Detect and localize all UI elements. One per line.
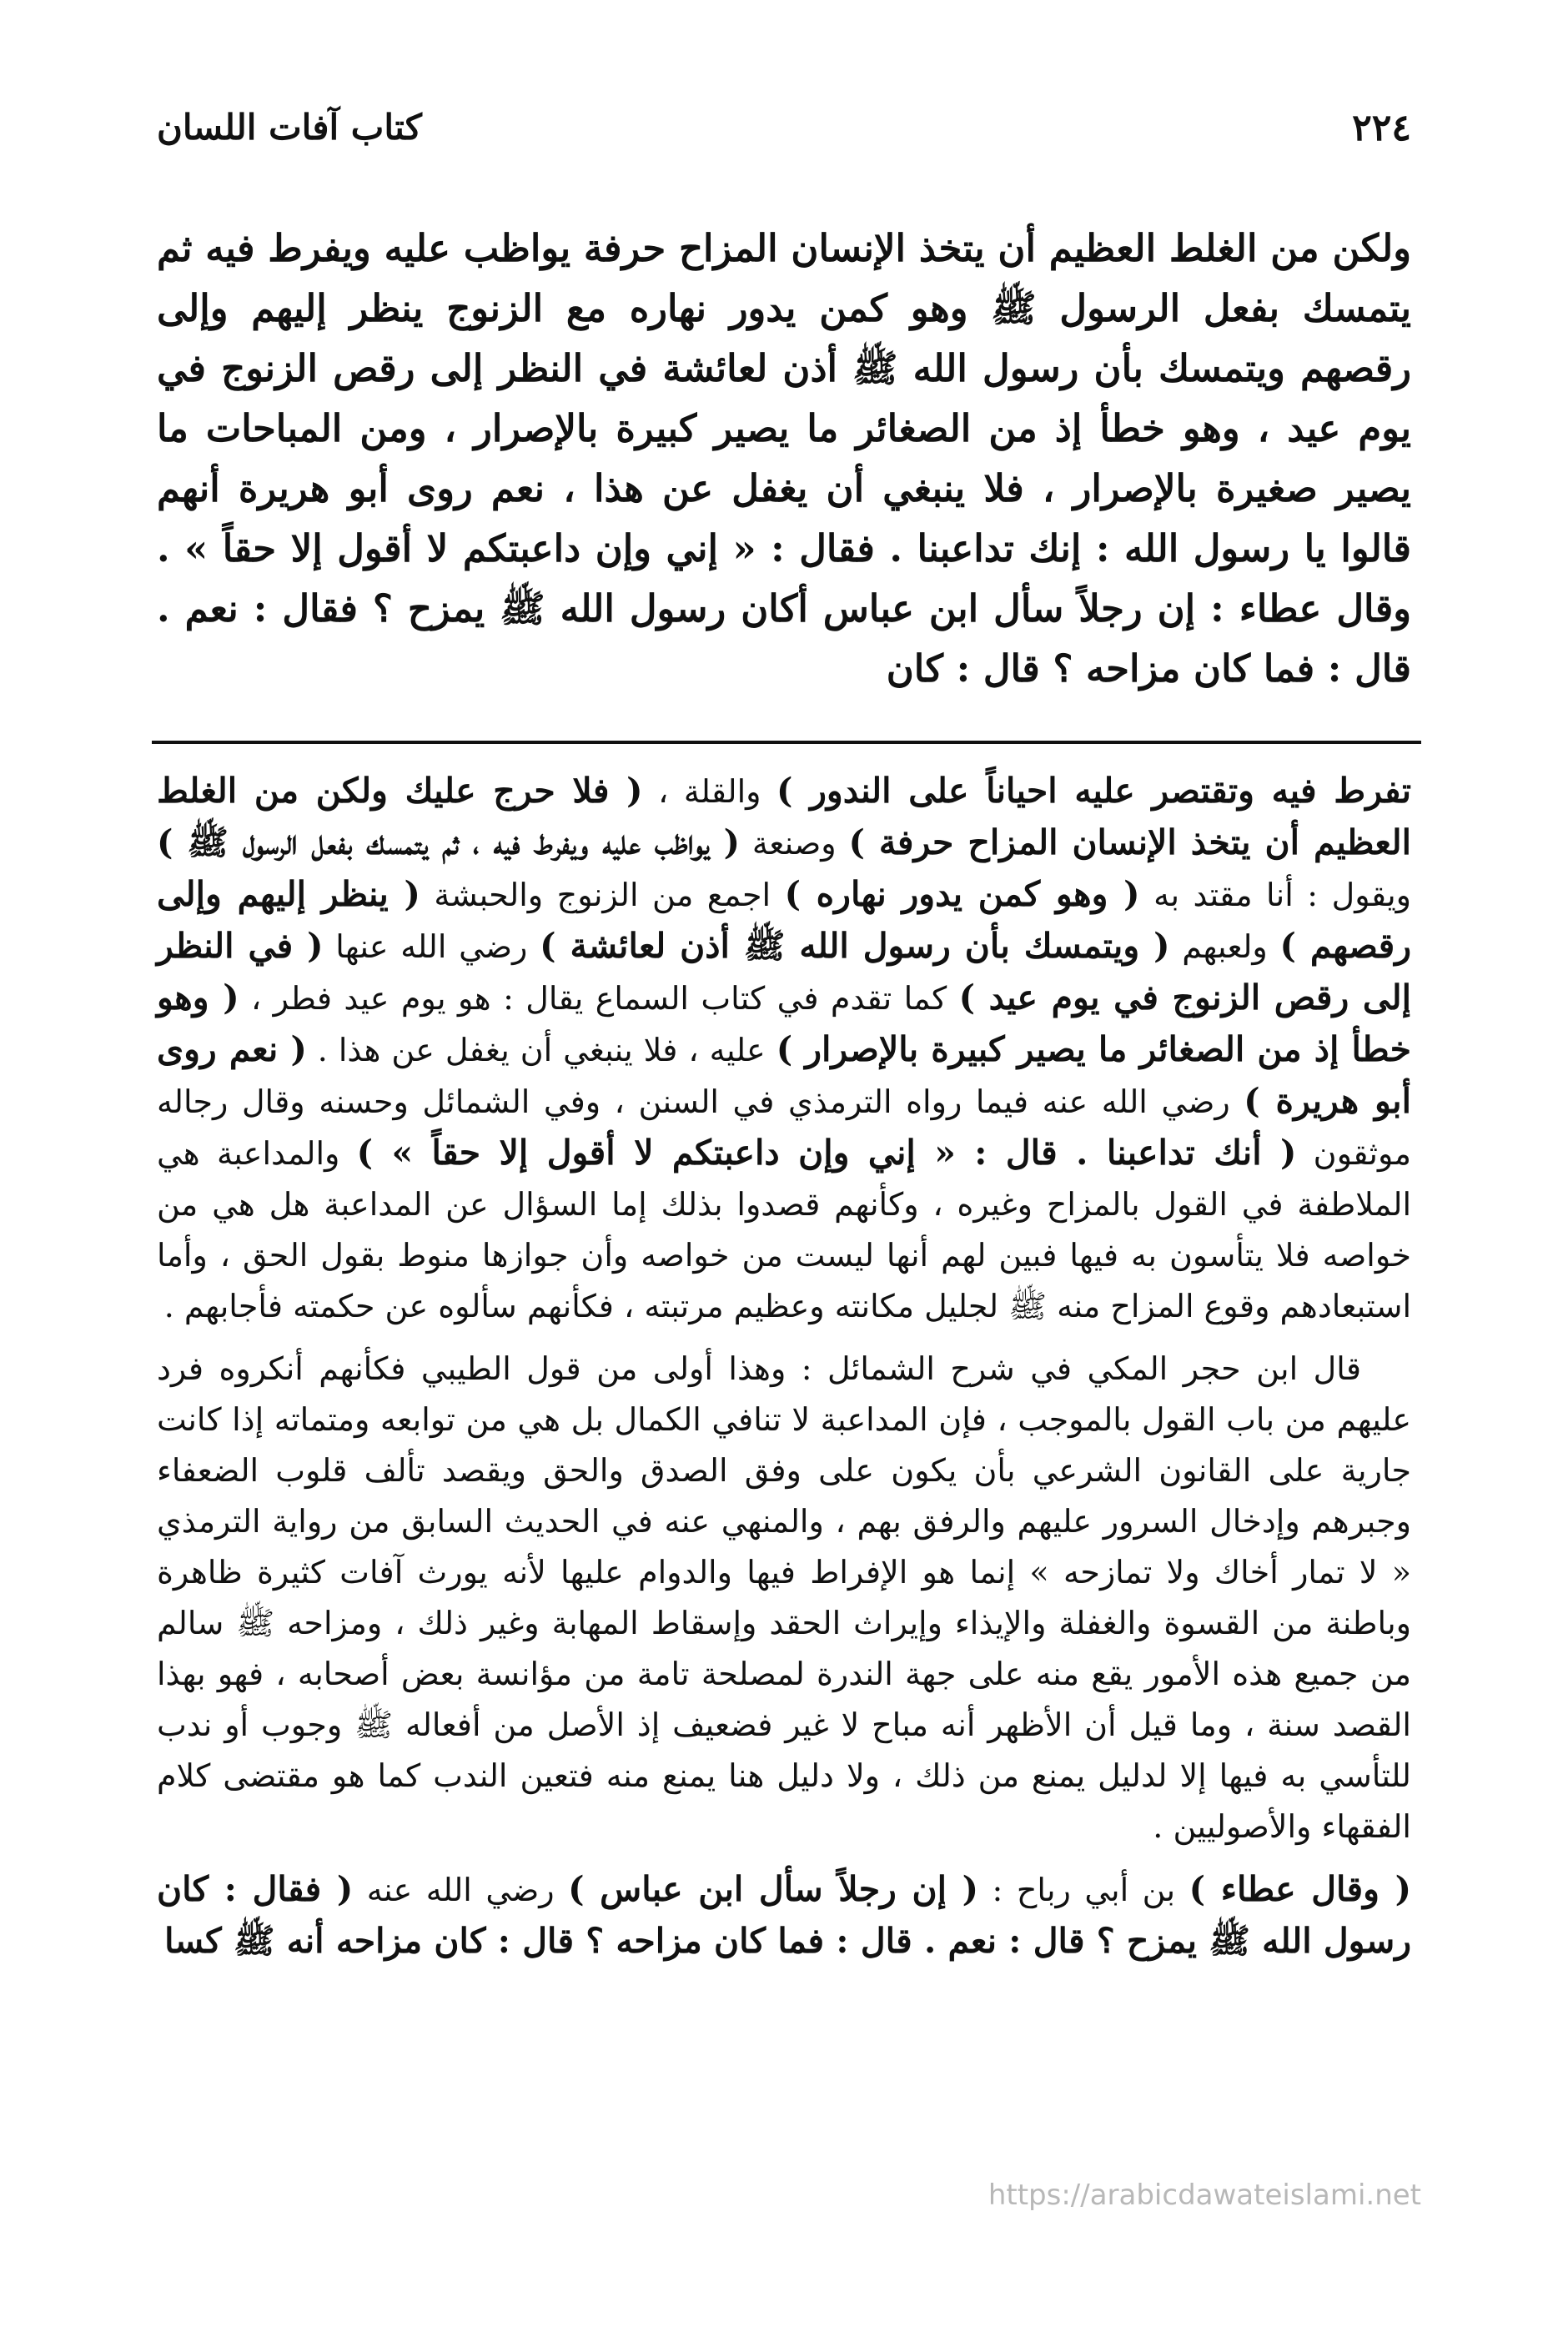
quoted-text-segment: ( وهو كمن يدور نهاره ): [784, 874, 1140, 914]
page-header: [157, 107, 1411, 173]
quoted-text-segment: ( يواظب عليه ويفرط فيه ، ثم يتمسك بفعل الرسول ﷺ ): [157, 822, 741, 862]
commentary-block: [157, 766, 1411, 1979]
commentary-text-segment: والقلة ،: [642, 773, 777, 810]
main-text-paragraph: ولكن من الغلط العظيم أن يتخذ الإنسان المزاح حرفة يواظب عليه ويفرط فيه ثم يتمسك بفعل الرسول ﷺ وهو كمن يدور نهاره مع الزنوج ينظر إليهم وإلى رقصهم ويتمسك بأن رسول الله ﷺ أذن لعائشة في النظر إلى رقص الزنوج في يوم عيد ، وهو خطأ إذ من الصغائر ما يصير كبيرة بالإصرار ، ومن المباحات ما يصير صغيرة بالإصرار ، فلا ينبغي أن يغفل عن هذا ، نعم روى أبو هريرة أنهم قالوا يا رسول الله : إنك تداعبنا . فقال : « إني وإن داعبتكم لا أقول إلا حقاً » . وقال عطاء : إن رجلاً سأل ابن عباس أكان رسول الله ﷺ يمزح ؟ فقال : نعم . قال : فما كان مزاحه ؟ قال : كان: [157, 226, 1411, 691]
quoted-text-segment: تفرط فيه وتقتصر عليه احياناً على الندور ): [776, 771, 1411, 811]
commentary-text-segment: رضي الله عنها: [323, 928, 540, 965]
quoted-text-segment: ( فقال : كان رسول الله ﷺ يمزح ؟ قال : نعم . قال : فما كان مزاحه ؟ قال : كان مزاحه أنه ﷺ كسا: [157, 1869, 1411, 1961]
commentary-text-segment: ولعبهم: [1169, 928, 1280, 965]
quoted-text-segment: ( ويتمسك بأن رسول الله ﷺ أذن لعائشة ): [540, 926, 1170, 966]
commentary-paragraph-3: [157, 1864, 1411, 1968]
quoted-text-segment: ( نعم روى أبو هريرة ): [157, 1029, 1411, 1121]
commentary-text-segment: ويقول : أنا مقتد به: [1139, 877, 1411, 913]
page-number: ٢٢٤: [1352, 107, 1411, 149]
commentary-paragraph-2: قال ابن حجر المكي في شرح الشمائل : وهذا أولى من قول الطيبي فكأنهم أنكروه فرد عليهم من باب القول بالموجب ، فإن المداعبة لا تنافي الكمال بل هي من توابعه ومتماته إذا كانت جارية على القانون الشرعي بأن يكون على وفق الصدق والحق ويقصد تألف قلوب الضعفاء وجبرهم وإدخال السرور عليهم والرفق بهم ، والمنهي عنه في الحديث السابق من رواية الترمذي « لا تمار أخاك ولا تمازحه » إنما هو الإفراط فيها والدوام عليها لأنه يورث آفات كثيرة ظاهرة وباطنة من القسوة والغفلة والإيذاء وإيراث الحقد وإسقاط المهابة وغير ذلك ، ومزاحه ﷺ سالم من جميع هذه الأمور يقع منه على جهة الندرة لمصلحة تامة من مؤانسة بعض أصحابه ، فهو بهذا القصد سنة ، وما قيل أن الأظهر أنه مباح لا غير فضعيف إذ الأصل من أفعاله ﷺ وجوب أو ندب للتأسي به فيها إلا لدليل يمنع من ذلك ، ولا دليل هنا يمنع منه فتعين الندب كما هو مقتضى كلام الفقهاء والأصوليين .: [157, 1350, 1411, 1845]
commentary-text-segment: عليه ، فلا ينبغي أن يغفل عن هذا .: [306, 1032, 776, 1068]
commentary-text-segment: اجمع من الزنوج والحبشة: [420, 877, 785, 913]
commentary-text-segment: وصنعة: [740, 825, 849, 862]
quoted-text-segment: ( وقال عطاء ): [1189, 1869, 1411, 1909]
commentary-text-segment: بن أبي رباح :: [978, 1872, 1189, 1908]
commentary-text-segment: رضي الله عنه فيما رواه الترمذي في السنن ، وفي الشمائل وحسنه وقال رجاله موثقون: [157, 1083, 1411, 1172]
watermark-url: https://arabicdawateislami.net: [988, 2179, 1421, 2212]
divider-line: [152, 741, 1421, 744]
commentary-text-segment: رضي الله عنه: [353, 1872, 569, 1908]
commentary-paragraph-1: [157, 766, 1411, 1332]
quoted-text-segment: ( أنك تداعبنا . قال : « إني وإن داعبتكم لا أقول إلا حقاً » ): [356, 1133, 1297, 1173]
commentary-text-segment: كما تقدم في كتاب السماع يقال : هو يوم عيد فطر ،: [239, 980, 959, 1017]
quoted-text-segment: ( في النظر إلى رقص الزنوج في يوم عيد ): [157, 926, 1411, 1018]
quoted-text-segment: ( وهو خطأ إذ من الصغائر ما يصير كبيرة بالإصرار ): [157, 978, 1411, 1069]
main-text-block: [157, 219, 1411, 699]
quoted-text-segment: ( ينظر إليهم وإلى رقصهم ): [157, 874, 1411, 966]
quoted-text-segment: ( فلا حرج عليك ولكن من الغلط العظيم أن يتخذ الإنسان المزاح حرفة ): [157, 771, 1412, 862]
commentary-text-segment: والمداعبة هي الملاطفة في القول بالمزاح وغيره ، وكأنهم قصدوا بذلك إما السؤال عن المداعبة هل هي من خواصه فلا يتأسون به فيها فبين لهم أنها ليست من خواصه وأن جوازها منوط بقول الحق ، وأما استبعادهم وقوع المزاح منه ﷺ لجليل مكانته وعظيم مرتبته ، فكأنهم سألوه عن حكمته فأجابهم .: [157, 1135, 1411, 1324]
running-title: كتاب آفات اللسان: [157, 107, 422, 148]
quoted-text-segment: ( إن رجلاً سأل ابن عباس ): [568, 1869, 979, 1909]
